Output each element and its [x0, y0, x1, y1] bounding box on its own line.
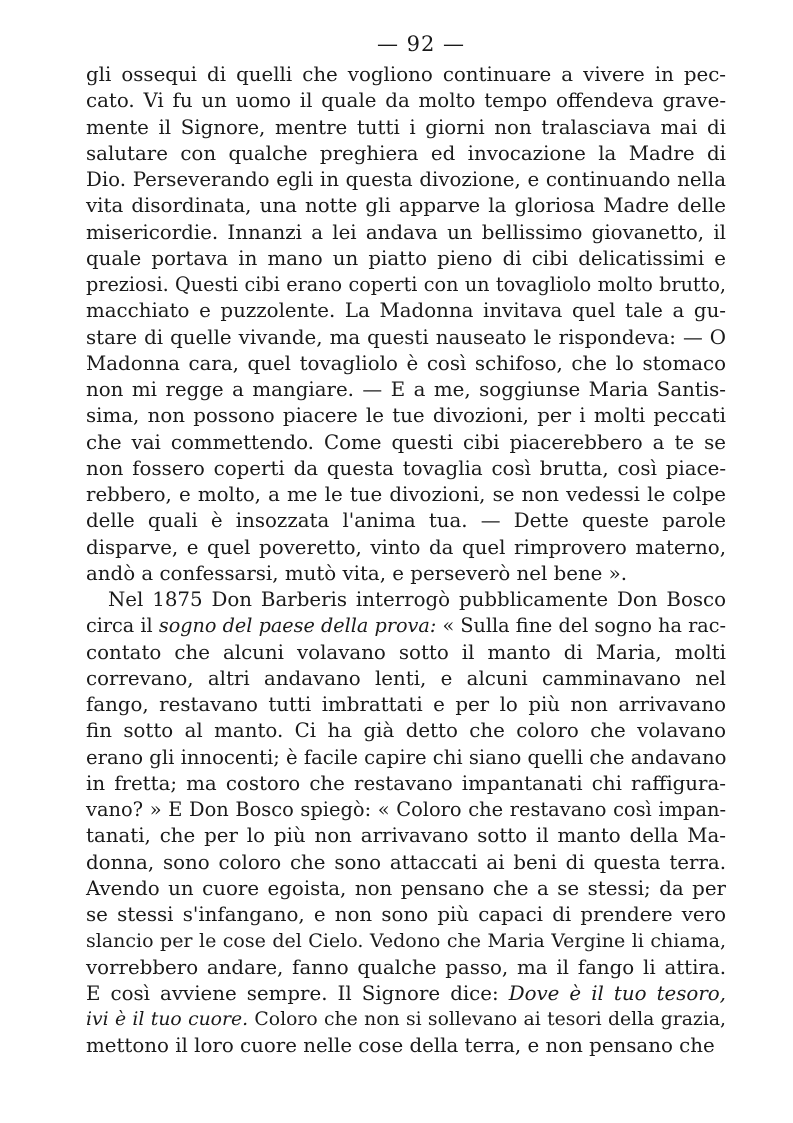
text-line: preziosi. Questi cibi erano coperti con un tovagliolo molto brutto,	[86, 273, 726, 296]
text-line: vorrebbero andare, fanno qualche passo, ma il fango li attira.	[86, 955, 726, 979]
text-line: che vai commettendo. Come questi cibi piacerebbero a te se	[86, 430, 726, 454]
text-line: salutare con qualche preghiera ed invocazione la Madre di	[86, 141, 726, 165]
text-line: stare di quelle vivande, ma questi nauseato le rispondeva: — O	[86, 325, 726, 349]
text-line: fango, restavano tutti imbrattati e per lo più non arrivavano	[86, 693, 726, 716]
italic-text-run: Dove è il tuo tesoro,	[508, 981, 726, 1005]
text-line: in fretta; ma costoro che restavano impantanati chi raffigura-	[86, 771, 726, 795]
text-line: Dio. Perseverando egli in questa divozione, e continuando nella	[86, 168, 726, 191]
text-line: gli ossequi di quelli che vogliono continuare a vivere in pec-	[86, 63, 726, 86]
text-line: quale portava in mano un piatto pieno di cibi delicatissimi e	[86, 246, 726, 270]
text-run: Coloro che non si sollevano ai tesori della grazia,	[248, 1009, 726, 1030]
text-line: correvano, altri andavano lenti, e alcuni camminavano nel	[86, 666, 726, 690]
text-line: sima, non possono piacere le tue divozioni, per i molti peccati	[86, 404, 726, 428]
text-line: erano gli innocenti; è facile capire chi siano quelli che andavano	[86, 745, 727, 769]
text-line: Avendo un cuore egoista, non pensano che a se stessi; da per	[86, 876, 726, 900]
text-run: « Sulla fine del sogno ha rac-	[436, 614, 726, 638]
text-line: se stessi s'infangano, e non sono più capaci di prendere vero	[86, 903, 726, 926]
text-run: circa il	[86, 614, 159, 638]
text-line	[86, 613, 726, 639]
text-line: vano? » E Don Bosco spiegò: « Coloro che restavano così impan-	[86, 798, 726, 821]
text-line: mente il Signore, mentre tutti i giorni non tralasciava mai di	[86, 115, 726, 139]
text-line: cato. Vi fu un uomo il quale da molto tempo offendeva grave-	[86, 89, 726, 113]
text-line: non mi regge a mangiare. — E a me, soggiunse Maria Santis-	[86, 378, 726, 401]
italic-text-run: ivi è il tuo cuore.	[86, 1009, 249, 1030]
text-line: misericordie. Innanzi a lei andava un bellissimo giovanetto, il	[86, 220, 726, 244]
text-line	[86, 981, 726, 1007]
text-line: donna, sono coloro che sono attaccati ai beni di questa terra.	[86, 850, 726, 874]
text-line: andò a confessarsi, mutò vita, e perseverò nel bene ».	[86, 561, 628, 585]
text-line: Nel 1875 Don Barberis interrogò pubblicamente Don Bosco	[108, 588, 726, 611]
text-line: tanati, che per lo più non arrivavano sotto il manto della Ma-	[86, 824, 726, 848]
text-line: mettono il loro cuore nelle cose della terra, e non pensano che	[86, 1034, 715, 1058]
text-line: delle quali è insozzata l'anima tua. — Dette queste parole	[86, 509, 726, 533]
text-line: non fossero coperti da questa tovaglia così brutta, così piace-	[86, 456, 726, 480]
paragraph	[86, 587, 726, 1060]
text-line: macchiato e puzzolente. La Madonna invitava quel tale a gu-	[86, 299, 726, 323]
text-line: Madonna cara, quel tovagliolo è così schifoso, che lo stomaco	[86, 351, 726, 375]
text-line: rebbero, e molto, a me le tue divozioni, se non vedessi le colpe	[86, 483, 726, 506]
text-line: slancio per le cose del Cielo. Vedono che Maria Vergine li chiama,	[86, 930, 726, 953]
text-run: E così avviene sempre. Il Signore dice:	[86, 981, 509, 1005]
text-line: disparve, e quel poveretto, vinto da quel rimprovero materno,	[86, 535, 726, 559]
paragraph	[86, 62, 726, 587]
text-line: vita disordinata, una notte gli apparve la gloriosa Madre delle	[86, 194, 726, 218]
body-text	[86, 62, 726, 1060]
page-number: — 92 —	[376, 32, 466, 56]
text-line: contato che alcuni volavano sotto il manto di Maria, molti	[86, 640, 726, 664]
book-page	[86, 30, 726, 1060]
text-line: fin sotto al manto. Ci ha già detto che coloro che volavano	[86, 719, 726, 743]
text-line	[86, 1007, 726, 1033]
italic-text-run: sogno del paese della prova:	[158, 614, 437, 638]
